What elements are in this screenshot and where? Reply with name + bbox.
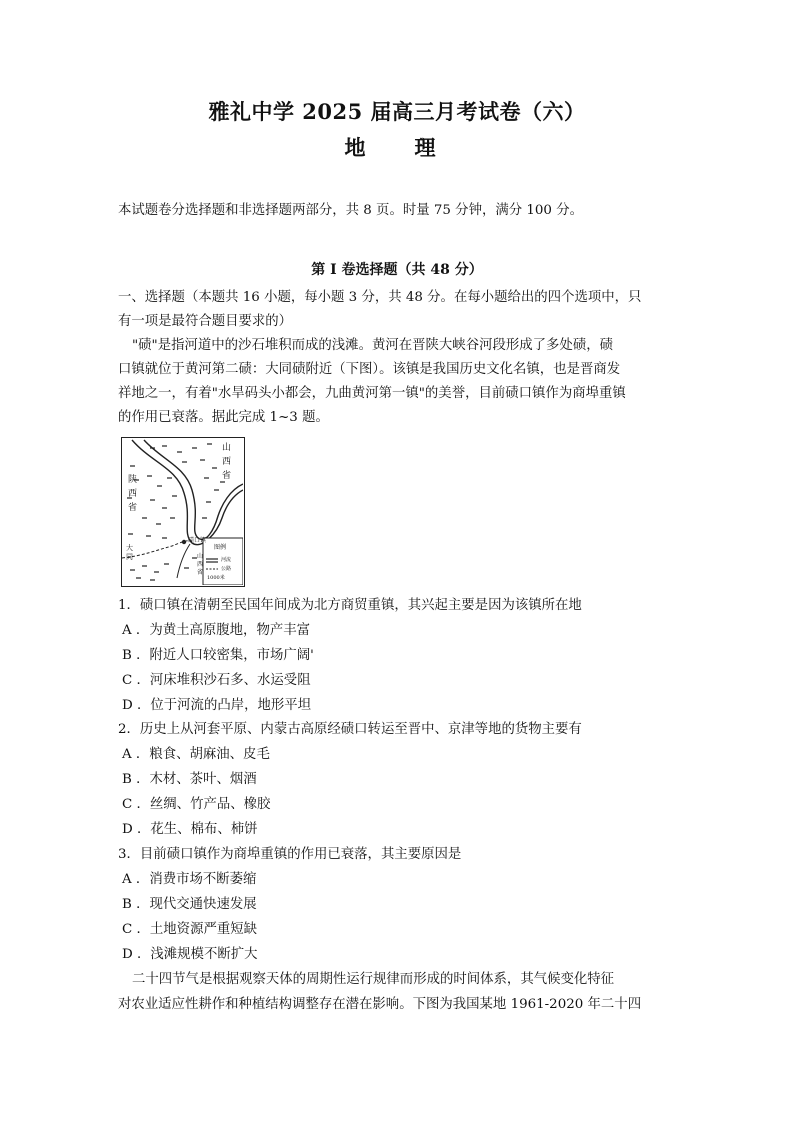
section-title: 第 I 卷选择题（共 48 分）	[311, 262, 483, 278]
question-2-option-c: C ．丝绸、竹产品、橡胶	[122, 797, 271, 812]
question-3-option-d: D ．浅滩规模不断扩大	[122, 947, 258, 962]
question-2-option-b: B ．木材、茶叶、烟酒	[122, 772, 257, 787]
map-legend-road: 公路	[221, 566, 232, 572]
map-label-shaanxi-3: 省	[128, 503, 138, 513]
question-1-stem: 1．碛口镇在清朝至民国年间成为北方商贸重镇，其兴起主要是因为该镇所在地	[118, 598, 582, 613]
subject-title: 地 理	[344, 135, 450, 160]
qikou-map	[121, 437, 245, 587]
question-3-option-c: C ．土地资源严重短缺	[122, 922, 258, 937]
passage1-line-2: 口镇就位于黄河第二碛：大同碛附近（下图）。该镇是我国历史文化名镇，也是晋商发	[118, 362, 621, 377]
section-instruction-line-2: 有一项是最符合题目要求的）	[118, 314, 293, 329]
map-label-shanxi-3: 省	[222, 471, 232, 481]
section-instruction-line-1: 一、选择题（本题共 16 小题，每小题 3 分，共 48 分。在每小题给出的四个选项中，只	[118, 290, 642, 305]
map-label-shanxi-1: 山	[222, 443, 232, 453]
map-label-shaanxi-1: 陕	[128, 475, 138, 485]
map-legend-contour: 1000米	[207, 575, 225, 581]
question-1-option-d: D ．位于河流的凸岸，地形平坦	[122, 698, 312, 713]
map-label-shanxi-2: 西	[222, 457, 232, 467]
map-label-river-1: 大	[126, 544, 133, 552]
passage1-line-4: 的作用已衰落。据此完成 1~3 题。	[118, 410, 329, 425]
question-3-option-a: A ．消费市场不断萎缩	[122, 872, 257, 887]
question-1-option-a: A ．为黄土高原腹地，物产丰富	[122, 623, 311, 638]
town-marker	[182, 540, 186, 544]
question-2-option-d: D ．花生、棉布、柿饼	[122, 822, 258, 837]
passage1-line-1: "碛"是指河道中的沙石堆积而成的浅滩。黄河在晋陕大峡谷河段形成了多处碛，碛	[132, 338, 613, 353]
map-label-shanxi-b3: 省	[197, 569, 204, 576]
map-label-shanxi-b1: 山	[197, 553, 204, 560]
exam-intro: 本试题卷分选择题和非选择题两部分，共 8 页。时量 75 分钟，满分 100 分。	[118, 203, 583, 218]
question-1-option-b: B ．附近人口较密集，市场广阔'	[122, 648, 314, 663]
map-label-town: 碛口镇	[188, 537, 207, 544]
passage1-line-3: 祥地之一，有着"水旱码头小都会，九曲黄河第一镇"的美誉，目前碛口镇作为商埠重镇	[118, 386, 626, 401]
question-2-stem: 2．历史上从河套平原、内蒙古高原经碛口转运至晋中、京津等地的货物主要有	[118, 722, 582, 737]
passage2-line-1: 二十四节气是根据观察天体的周期性运行规律而形成的时间体系，其气候变化特征	[132, 972, 615, 987]
question-3-stem: 3．目前碛口镇作为商埠重镇的作用已衰落，其主要原因是	[118, 847, 462, 862]
question-2-option-a: A ．粮食、胡麻油、皮毛	[122, 747, 270, 762]
exam-title: 雅礼中学 2025 届高三月考试卷（六）	[208, 99, 586, 124]
passage2-line-2: 对农业适应性耕作和种植结构调整存在潜在影响。下图为我国某地 1961-2020 年二十四	[118, 997, 642, 1012]
question-3-option-b: B ．现代交通快速发展	[122, 897, 257, 912]
map-label-shanxi-b2: 西	[197, 561, 204, 568]
question-1-option-c: C ．河床堆积沙石多、水运受阻	[122, 673, 311, 688]
map-label-river-2: 同	[126, 553, 133, 561]
map-legend-river: 河流	[221, 557, 232, 563]
map-legend-title: 图例	[214, 544, 227, 551]
map-label-shaanxi-2: 西	[128, 489, 138, 499]
